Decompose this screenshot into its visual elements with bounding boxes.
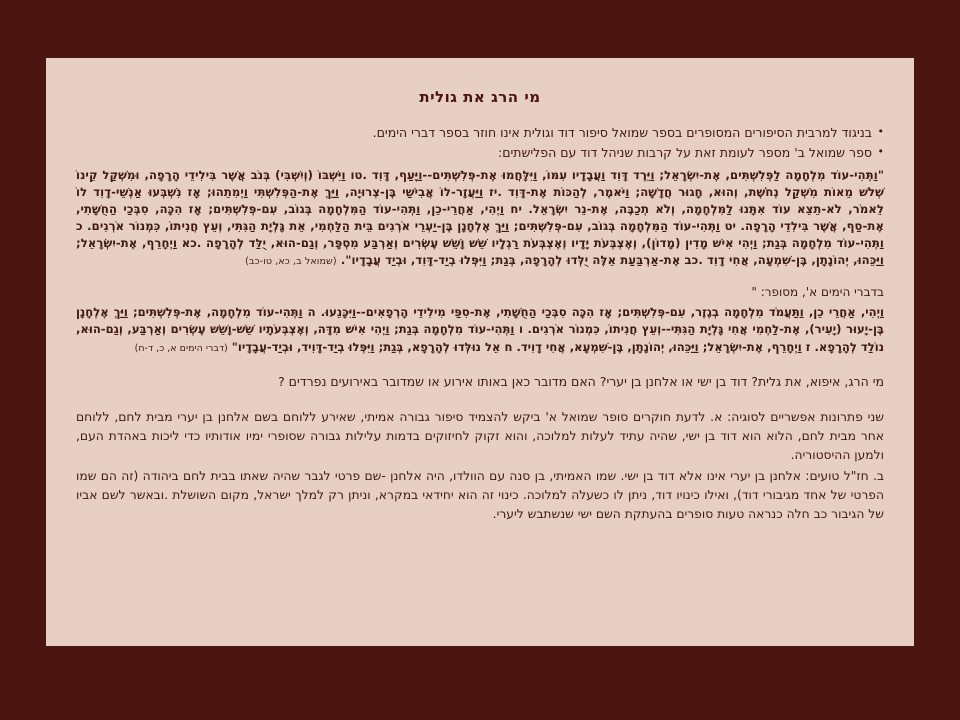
intro-bullet-list [76, 124, 884, 163]
slide-canvas [46, 58, 914, 646]
answer-option-b: ב. חז"ל טועים: אלחנן בן יערי אינו אלא דוד בן ישי. שמו האמיתי, בן סנה עם הוולדו, היה אלחנן -שם פרטי לגבר שהיה שאתו בבית לחם ביהודה (זה הם שמו הפרטי של אחד מגיבורי דוד), ואילו כינויו דוד, ניתן לו כשעלה למלוכה. כינוי זה הוא יחידאי במקרא, וניתן רק למלך ישראל, מקום השושלת .ובאשר לשם אביו של הגיבור כב חלה כנראה טעות סופרים בהעתקת השם ישי שנשתבש ליערי. [76, 468, 884, 521]
chronicles-quote-block [76, 304, 884, 356]
chronicles-intro-label: בדברי הימים א', מסופר: " [751, 285, 884, 300]
samuel-quote-text: "וַתְּהִי-עוֹד מִלְחָמָה לַפְּלִשְׁתִּים, אֶת-יִשְׂרָאֵל; וַיֵּרֶד דָּוִד וַעֲבָדָיו עִמּוֹ, וַיִּלָּחֲמוּ אֶת-פְּלִשְׁתִּים--וַיָּעַף, דָּוִד .טו וַיִּשְׁבּוֹ (וְיִשְׁבִּי) בְּנֹב אֲשֶׁר בִּילִידֵי הָרָפָה, וּמִשְׁקַל קֵינוֹ שְׁלֹשׁ מֵאוֹת מִשְׁקַל נְחֹשֶׁת, וְהוּא, חָגוּר חֲדָשָׁה; וַיֹּאמֶר, לְהַכּוֹת אֶת-דָּוִד .יז וַיַּעֲזָר-לוֹ אֲבִישַׁי בֶּן-צְרוּיָה, וַיַּךְ אֶת-הַפְּלִשְׁתִּי וַיְמִתֵהוּ; אָז נִשְׁבְּעוּ אַנְשֵׁי-דָוִד לוֹ לֵאמֹר, לֹא-תֵצֵא עוֹד אִתָּנוּ לַמִּלְחָמָה, וְלֹא תְכַבֶּה, אֶת-נֵר יִשְׂרָאֵל. יח וַיְהִי, אַחֲרֵי-כֵן, וַתְּהִי-עוֹד הַמִּלְחָמָה בְּגוֹב, עִם-פְּלִשְׁתִּים; אָז הִכָּה, סִבְּכַי הַחֻשָׁתִי, אֶת-סַף, אֲשֶׁר בִּילִדֵי הָרָפָה. יט וַתְּהִי-עוֹד הַמִּלְחָמָה בְּגוֹב, עִם-פְּלִשְׁתִּים; וַיַּךְ אֶלְחָנָן בֶּן-יַעְרֵי אֹרְגִים בֵּית הַלַּחְמִי, אֵת גָּלְיָת הַגִּתִּי, וְעֵץ חֲנִיתוֹ, כִּמְנוֹר אֹרְגִים. כ וַתְּהִי-עוֹד מִלְחָמָה בְּגַת; וַיְהִי אִישׁ מָדִין (מָדוֹן), וְאֶצְבְּעֹת יָדָיו וְאֶצְבְּעֹת רַגְלָיו שֵׁשׁ וָשֵׁשׁ עֶשְׂרִים וְאַרְבַּע מִסְפָּר, וְגַם-הוּא, יֻלַּד לְהָרָפָה .כא וַיְחָרֵף, אֶת-יִשְׂרָאֵל; וַיַּכֵּהוּ, יְהוֹנָתָן, בֶּן-שִׁמְעָה, אֲחִי דָוִד .כב אֶת-אַרְבַּעַת אֵלֶּה יֻלְּדוּ לְהָרָפָה, בְּגַת; וַיִּפְּלוּ בְיַד-דָּוִד, וּבְיַד עֲבָדָיו". [76, 167, 884, 268]
page-title: מי הרג את גולית [419, 88, 541, 106]
samuel-quote-block [76, 167, 884, 270]
discussion-question: מי הרג, איפוא, את גלית? דוד בן ישי או אלחנן בן יערי? האם מדובר כאן באותו אירוע או שמדובר באירועים נפרדים ? [278, 374, 884, 390]
list-item [76, 144, 884, 163]
answers-section [76, 408, 884, 524]
bullet-dot-icon: • [877, 144, 884, 158]
bullet-dot-icon: • [877, 125, 884, 138]
bullet-text: בניגוד למרבית הסיפורים המסופרים בספר שמואל סיפור דוד וגולית אינו חוזר בספר דברי הימים. [372, 125, 872, 140]
bullet-text: ספר שמואל ב' מספר לעומת זאת על קרבות שניהל דוד עם הפלישתים: [497, 144, 872, 160]
chronicles-quote-text: וַיְהִי, אַחֲרֵי כֵן, וַתַּעֲמֹד מִלְחָמָה בְגֶזֶר, עִם-פְּלִשְׁתִּים; אָז הִכָּה סִבְּכַי הַחֻשָׁתִי, אֶת-סִפַּי מִילִידֵי הָרְפָאִים--וַיִּכָּנֵעוּ. ה וַתְּהִי-עוֹד מִלְחָמָה, אֶת-פְּלִשְׁתִּים; וַיַּךְ אֶלְחָנָן בֶּן-יָעוּר (יָעִיר), אֶת-לַחְמִי אֲחִי גָּלְיָת הַגִּתִּי--וְעֵץ חֲנִיתוֹ, כִּמְנוֹר אֹרְגִים. ו וַתְּהִי-עוֹד מִלְחָמָה בְּגַת; וַיְהִי אִישׁ מִדָּה, וְאֶצְבְּעֹתָיו שֵׁשׁ-וָשֵׁשׁ עֶשְׂרִים וְאַרְבַּע, וְגַם-הוּא, נוֹלַד לְהָרָפָא. ז וַיְחָרֵף, אֶת-יִשְׂרָאֵל; וַיַּכֵּהוּ, יְהוֹנָתָן, בֶּן-שִׁמְעָא, אֲחִי דָוִיד. ח אֵל נוּלְּדוּ לְהָרָפָא, בְּגַת; וַיִּפְּלוּ בְיַד-דָּוִיד, וּבְיַד-עֲבָדָיו" [76, 305, 884, 354]
samuel-quote-source: (שמואל ב, כא, טו-כב) [245, 256, 337, 268]
list-item [76, 124, 884, 143]
answer-option-a: שני פתרונות אפשריים לסוגיה: א. לדעת חוקרים סופר שמואל א' ביקש להצמיד סיפור גבורה אמיתי, שאירע ללוחם בשם אלחנן בן יערי מבית לחם, ללוחם אחר מבית לחם, הלוא הוא דוד בן ישי, שהיה עתיד לעלות למלוכה, והוא זקוק לחיזוקים בדמות עלילות גבורה שסופרי ימיו אודותיו כדי ליכות באהדת העם, ולמען ההיסטוריה. [76, 409, 884, 462]
chronicles-quote-source: (דברי הימים א, כ, ד-ח) [134, 342, 228, 354]
